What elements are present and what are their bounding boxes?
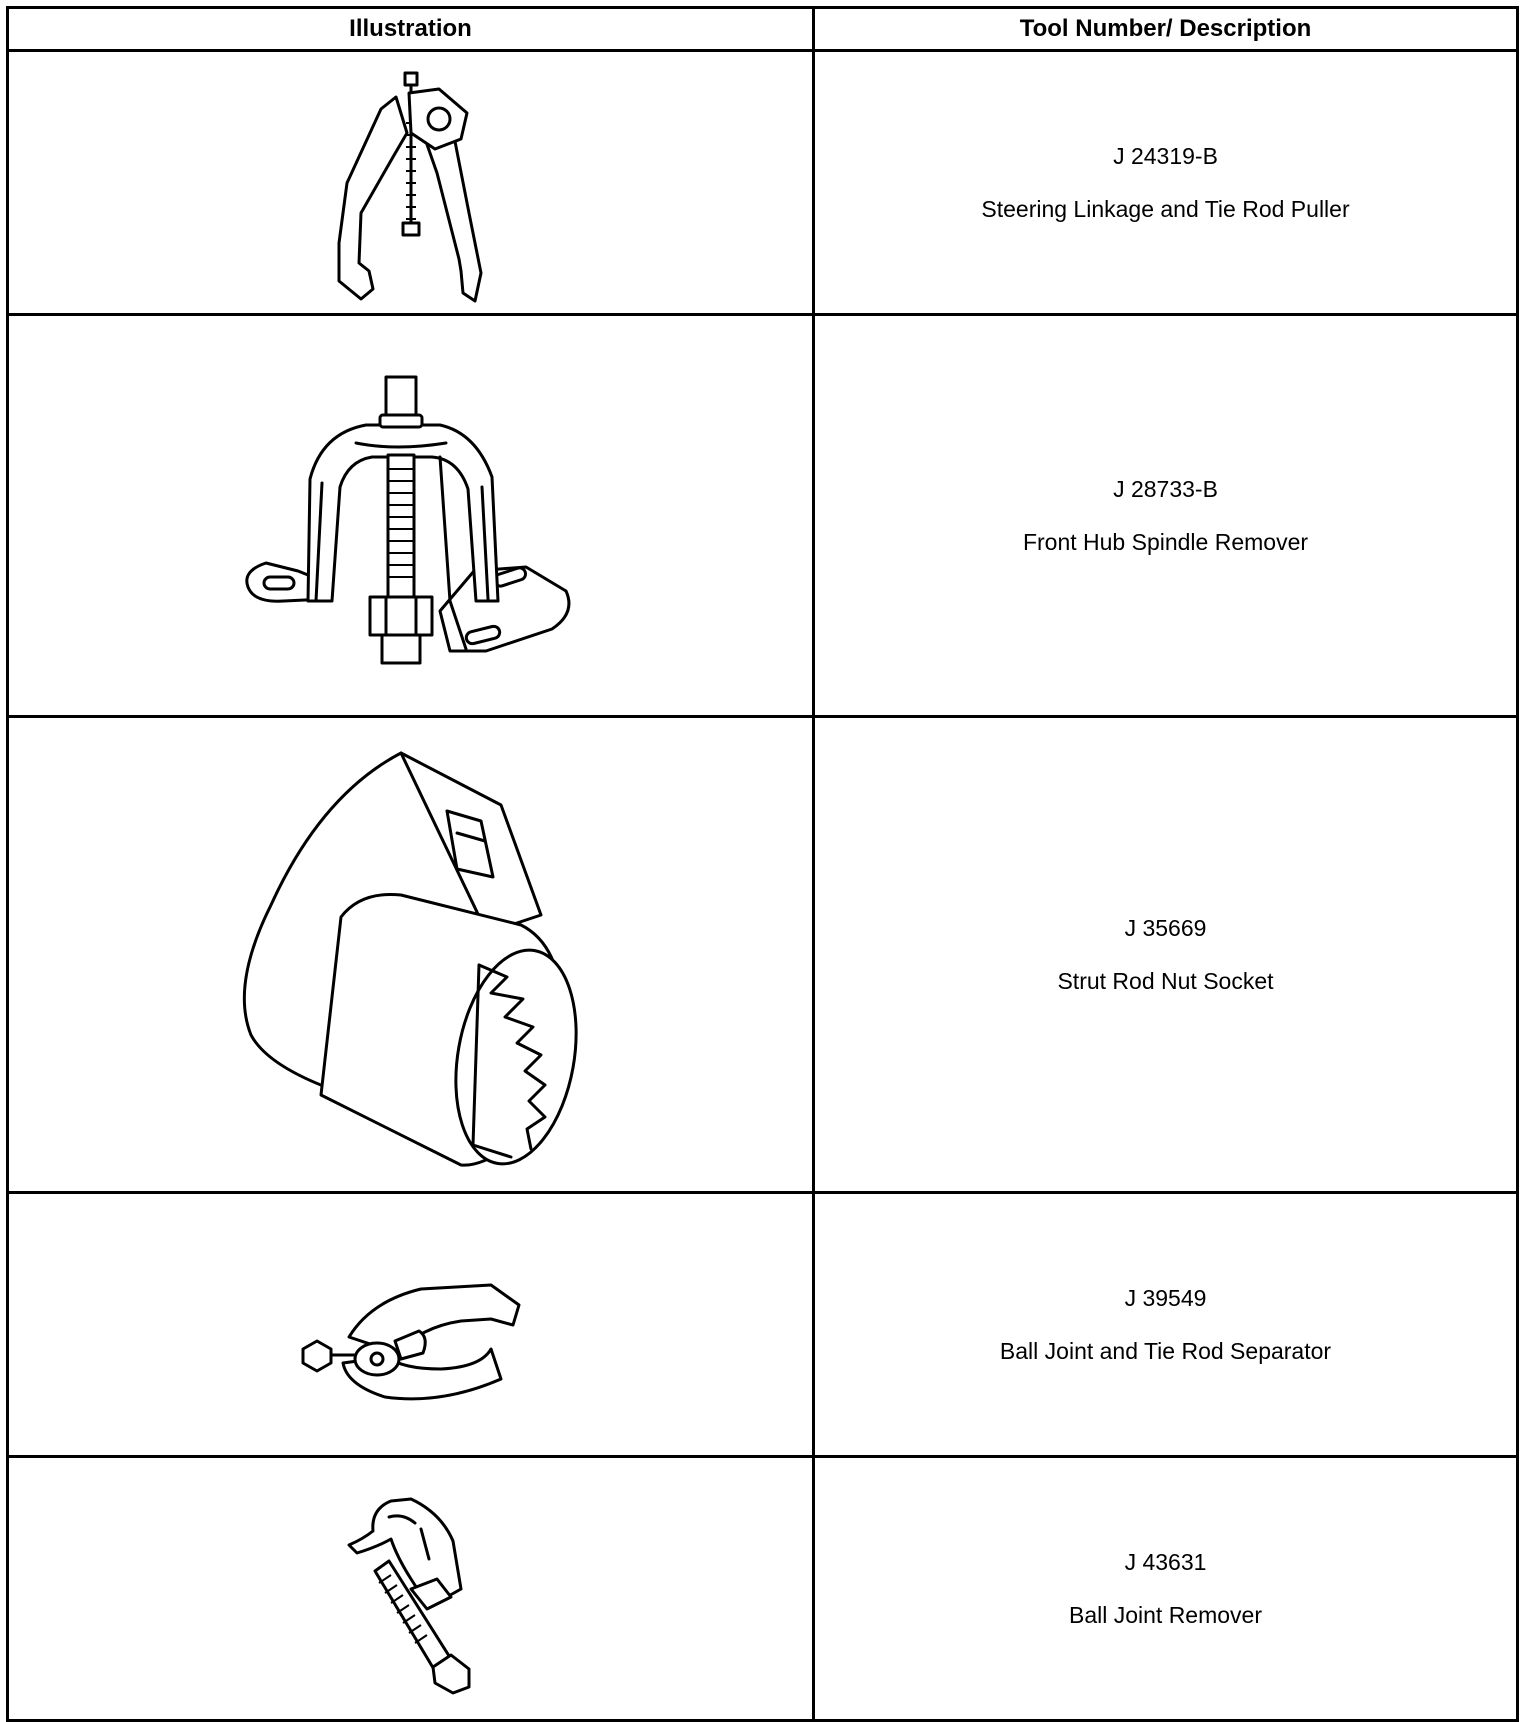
illustration-cell: [8, 51, 814, 315]
table-row: [8, 717, 1518, 1193]
illustration-cell: [8, 717, 814, 1193]
hub-spindle-remover-icon: [236, 351, 586, 681]
ball-joint-remover-icon: [311, 1479, 511, 1699]
tie-rod-puller-icon: [311, 63, 511, 303]
tool-description: Front Hub Spindle Remover: [1022, 528, 1309, 555]
header-tool-description: Tool Number/ Description: [814, 8, 1518, 51]
tool-number: J 24319-B: [1113, 142, 1218, 169]
illustration-cell: [8, 315, 814, 717]
tool-number: J 28733-B: [1113, 475, 1218, 502]
tool-number: J 43631: [1124, 1548, 1207, 1575]
header-row: [8, 8, 1518, 51]
illustration-cell: [8, 1457, 814, 1721]
table-row: [8, 51, 1518, 315]
tool-number: J 39549: [1124, 1284, 1207, 1311]
tool-number: J 35669: [1124, 914, 1207, 941]
tool-description: Strut Rod Nut Socket: [1057, 967, 1274, 994]
table-row: [8, 1457, 1518, 1721]
tool-cell: [814, 1457, 1518, 1721]
table-row: [8, 315, 1518, 717]
tool-cell: [814, 51, 1518, 315]
ball-joint-separator-icon: [291, 1245, 531, 1405]
header-illustration: Illustration: [8, 8, 814, 51]
tool-cell: [814, 315, 1518, 717]
table-row: [8, 1193, 1518, 1457]
tool-description: Ball Joint and Tie Rod Separator: [999, 1337, 1332, 1364]
strut-rod-nut-socket-icon: [211, 725, 611, 1185]
tool-description: Steering Linkage and Tie Rod Puller: [981, 195, 1350, 222]
tool-cell: [814, 717, 1518, 1193]
illustration-cell: [8, 1193, 814, 1457]
tool-description: Ball Joint Remover: [1068, 1601, 1263, 1628]
tool-cell: [814, 1193, 1518, 1457]
tools-table: [6, 6, 1519, 1722]
